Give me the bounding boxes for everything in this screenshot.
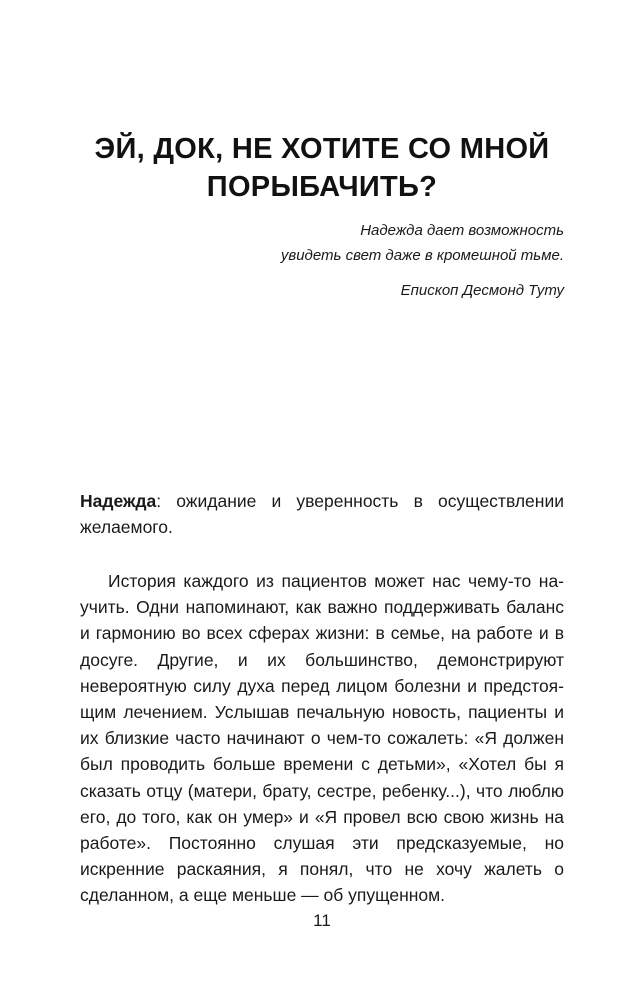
definition-paragraph <box>80 488 564 540</box>
epigraph-quote-line-2: увидеть свет даже в кромешной тьме. <box>280 247 564 264</box>
epigraph-attribution: Епископ Десмонд Туту <box>400 282 564 299</box>
epigraph-quote-line-1: Надежда дает возможность <box>360 222 564 239</box>
chapter-title-line-1: ЭЙ, ДОК, НЕ ХОТИТЕ СО МНОЙ <box>94 133 550 165</box>
definition-term: Надежда <box>80 491 157 511</box>
page-number: 11 <box>313 911 331 930</box>
epigraph <box>164 218 564 302</box>
definition-text: : ожидание и уверенность в осуществлении желаемого. <box>80 491 564 537</box>
body-paragraph: История каждого из пациентов может нас чему-то научить. Одни напоминают, как важно поддерживать баланс и гармонию во всех сферах жизни: в семье, на работе и в досуге. Другие, и их большинство, демонстрируют невероятную силу духа перед лицом болезни и предстоящим лечением. Услышав печальную новость, пациенты и их близкие часто начинают о чем-то сожалеть: «Я должен был проводить больше времени с детьми», «Хотел бы я сказать отцу (матери, брату, сестре, ребенку...), что люблю его, до того, как он умер» и «Я провел всю свою жизнь на работе». Постоянно слушая эти предсказуемые, но искренние раскаяния, я понял, что не хочу жалеть о сделанном, а еще меньше — об упущенном. <box>80 571 564 906</box>
chapter-title-line-2: ПОРЫБАЧИТЬ? <box>206 171 438 203</box>
chapter-title <box>60 130 584 206</box>
